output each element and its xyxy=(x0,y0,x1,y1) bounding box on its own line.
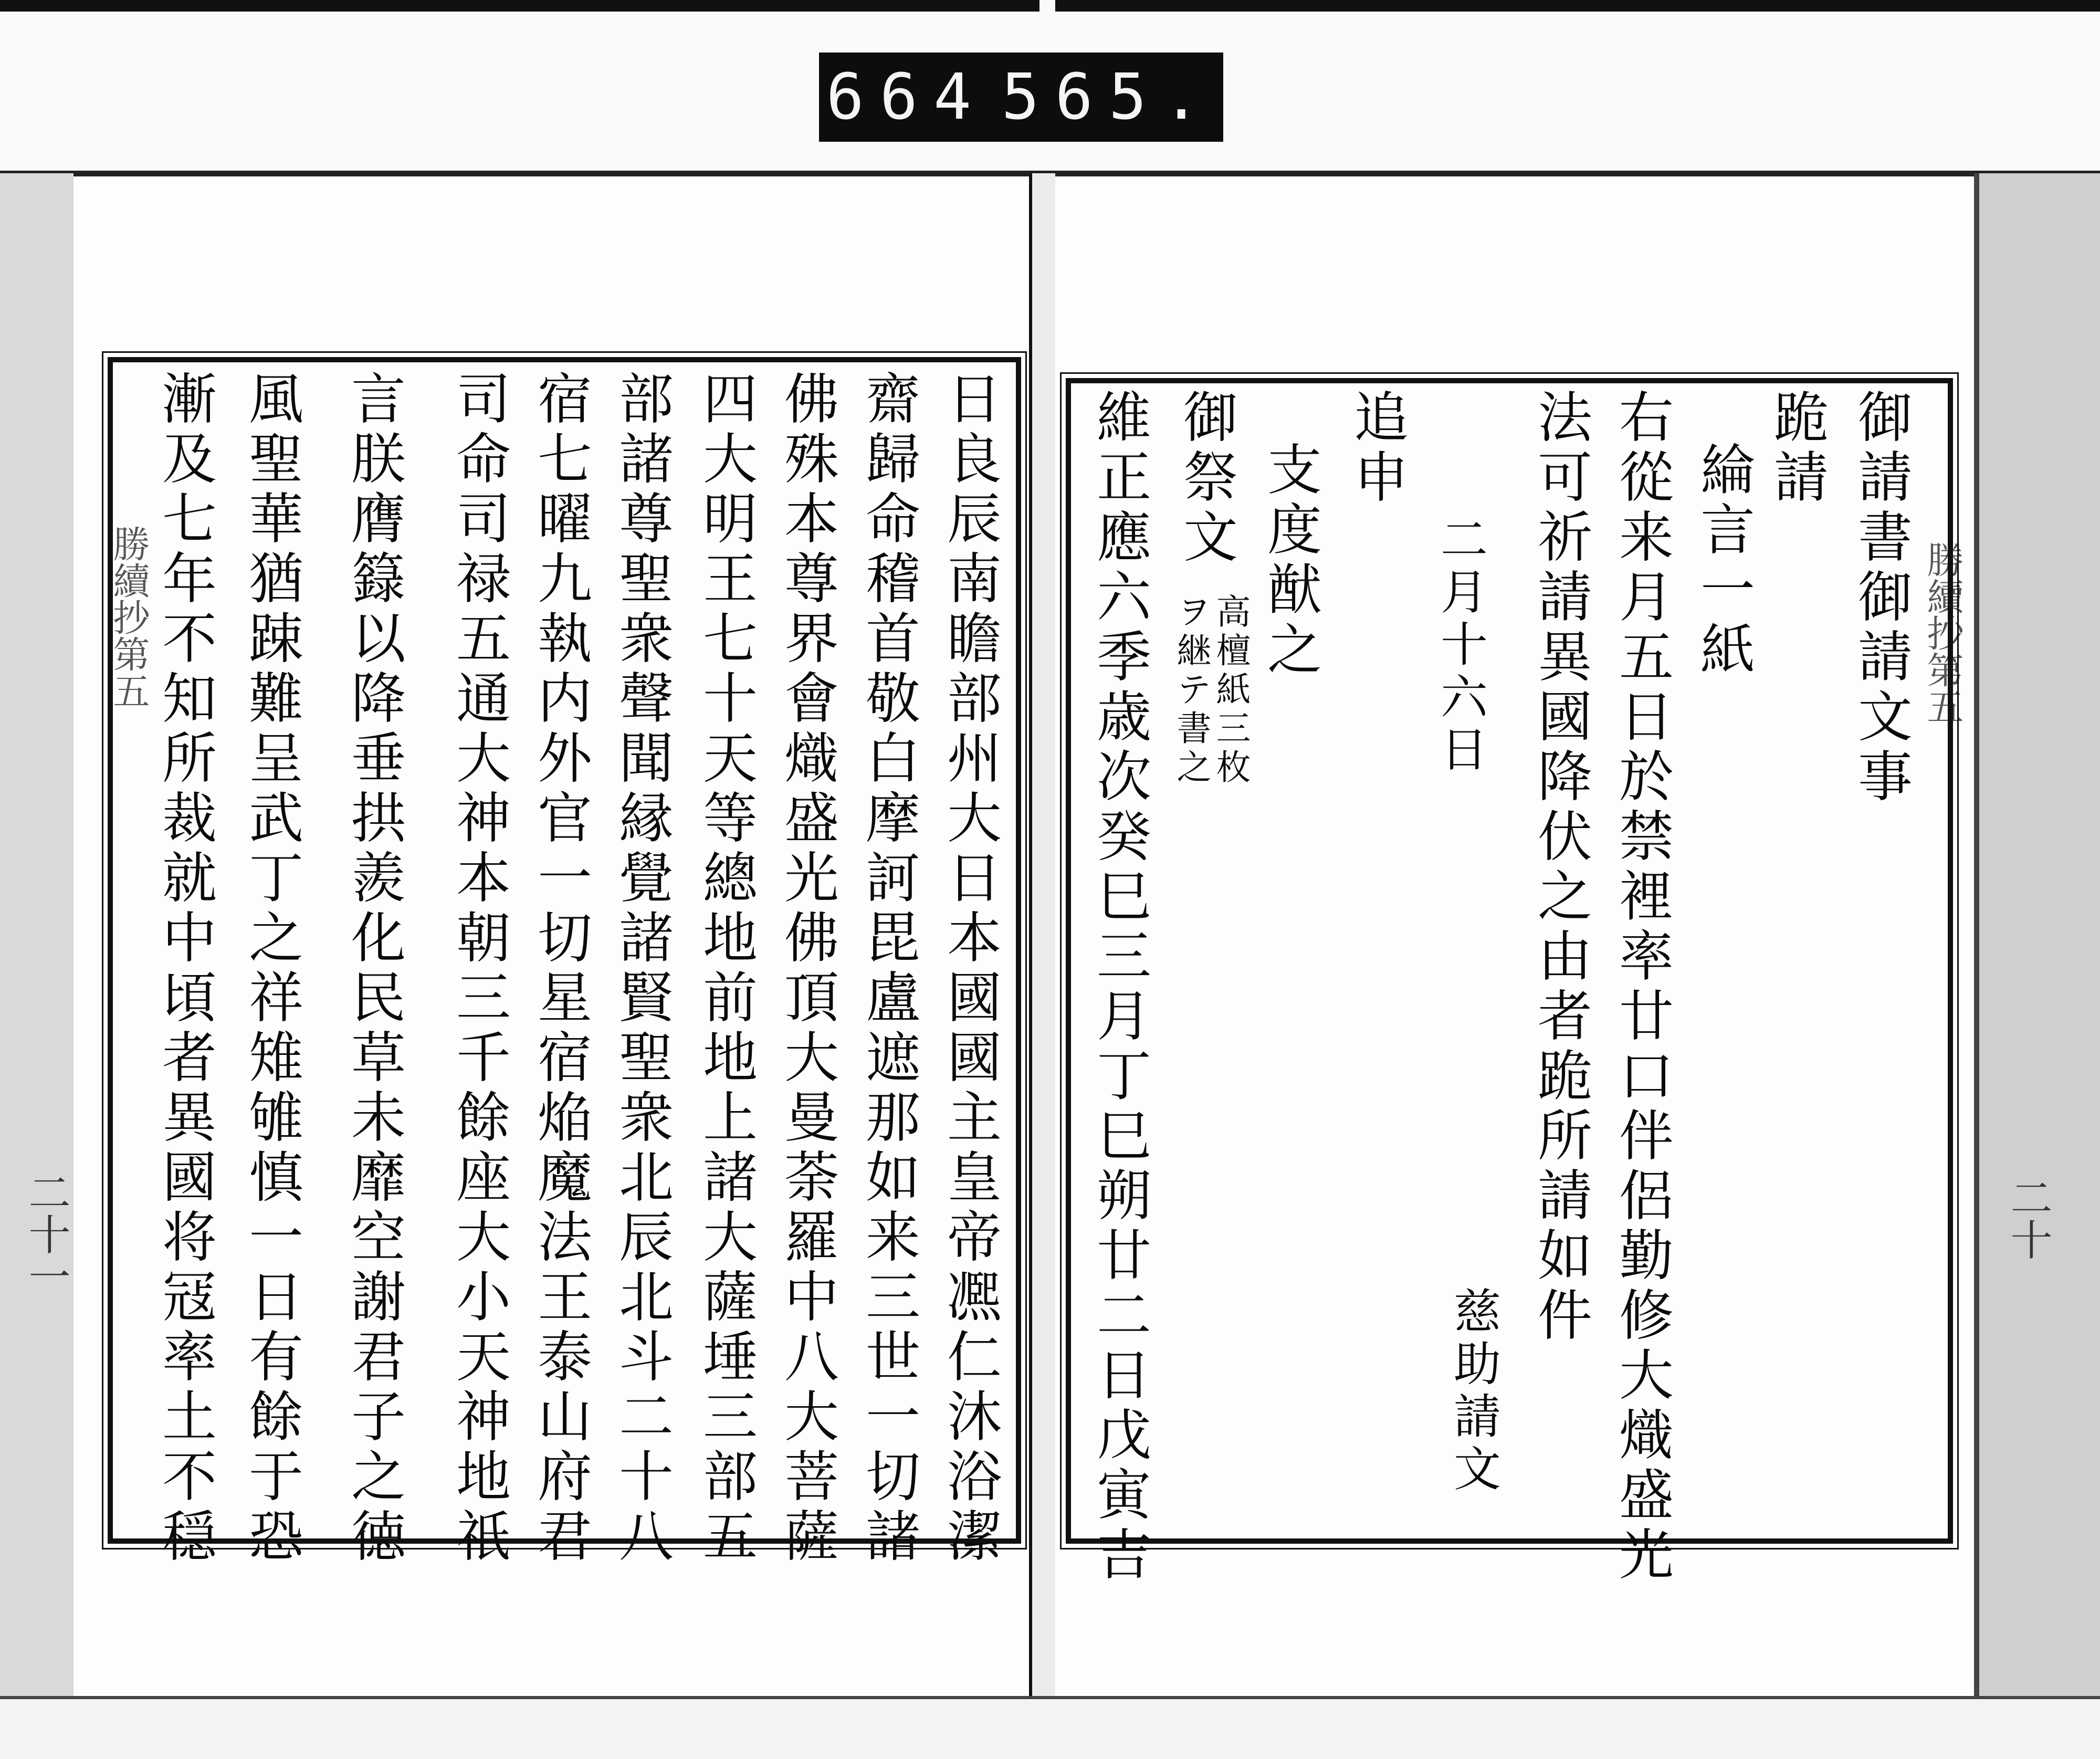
top-rule-gap xyxy=(1040,0,1055,12)
right-column-annotation-1: ヲ継テ書之 xyxy=(1171,593,1211,788)
label-left-number: 664 xyxy=(826,60,988,134)
left-column-3: 佛殊本尊界會熾盛光佛頂大曼荼羅中八大菩薩 xyxy=(775,370,839,1567)
right-column-9: 支度猷之 xyxy=(1258,441,1322,680)
right-folio: 二十 xyxy=(2003,1176,2052,1260)
left-column-8: 言朕膺籙以降垂拱羨化民草未靡空謝君子之徳 xyxy=(342,370,406,1567)
right-column-annotation-2: 高檀紙三枚 xyxy=(1210,593,1251,788)
right-column-12: 維正應六季歳次癸巳三月丁巳朔廿二日戊寅吉 xyxy=(1087,389,1151,1586)
right-column-title: 御請書御請文事 xyxy=(1849,389,1913,808)
left-column-2: 齋歸命稽首敬白摩訶毘盧遮那如来三世一切諸 xyxy=(856,370,920,1567)
right-column-4: 右從来月五日於禁裡率廿口伴侶勤修大熾盛光 xyxy=(1610,389,1674,1586)
label-right-number: 565. xyxy=(1001,60,1216,134)
left-page-edge xyxy=(0,173,79,1696)
right-column-10: 御祭文 xyxy=(1174,389,1238,568)
right-margin-title: 勝續抄第五 xyxy=(1921,541,1964,725)
bottom-band xyxy=(0,1696,2100,1759)
left-column-4: 四大明王七十天等總地前地上諸大薩埵三部五 xyxy=(694,370,758,1567)
right-column-5: 法可祈請異國降伏之由者跪所請如件 xyxy=(1528,389,1592,1346)
right-column-postscript: 追申 xyxy=(1345,389,1409,508)
right-column-3: 綸言一紙 xyxy=(1691,441,1755,680)
right-column-signature: 慈助請文 xyxy=(1445,1286,1500,1496)
archive-label-plate xyxy=(819,53,1223,142)
left-margin-title: 勝續抄第五 xyxy=(107,525,150,709)
left-column-10: 漸及七年不知所裁就中頃者異國将冦率土不穏 xyxy=(153,370,217,1567)
right-column-date: 二月十六日 xyxy=(1432,515,1487,777)
left-column-5: 部諸尊聖衆聲聞縁覺諸賢聖衆北辰北斗二十八 xyxy=(610,370,674,1567)
left-column-1: 日良辰南瞻部州大日本國國主皇帝凞仁沐浴潔 xyxy=(938,370,1002,1567)
left-folio: 二十一 xyxy=(22,1171,70,1297)
left-column-9: 風聖華猶踈難呈武丁之祥雉雊慎一日有餘于恐 xyxy=(239,370,303,1567)
right-page-edge xyxy=(1974,173,2100,1696)
right-column-2: 跪請 xyxy=(1765,389,1829,508)
left-column-7: 司命司禄五通大神本朝三千餘座大小天神地祇 xyxy=(447,370,511,1567)
left-column-6: 宿七曜九執内外官一切星宿焔魔法王泰山府君 xyxy=(528,370,592,1567)
